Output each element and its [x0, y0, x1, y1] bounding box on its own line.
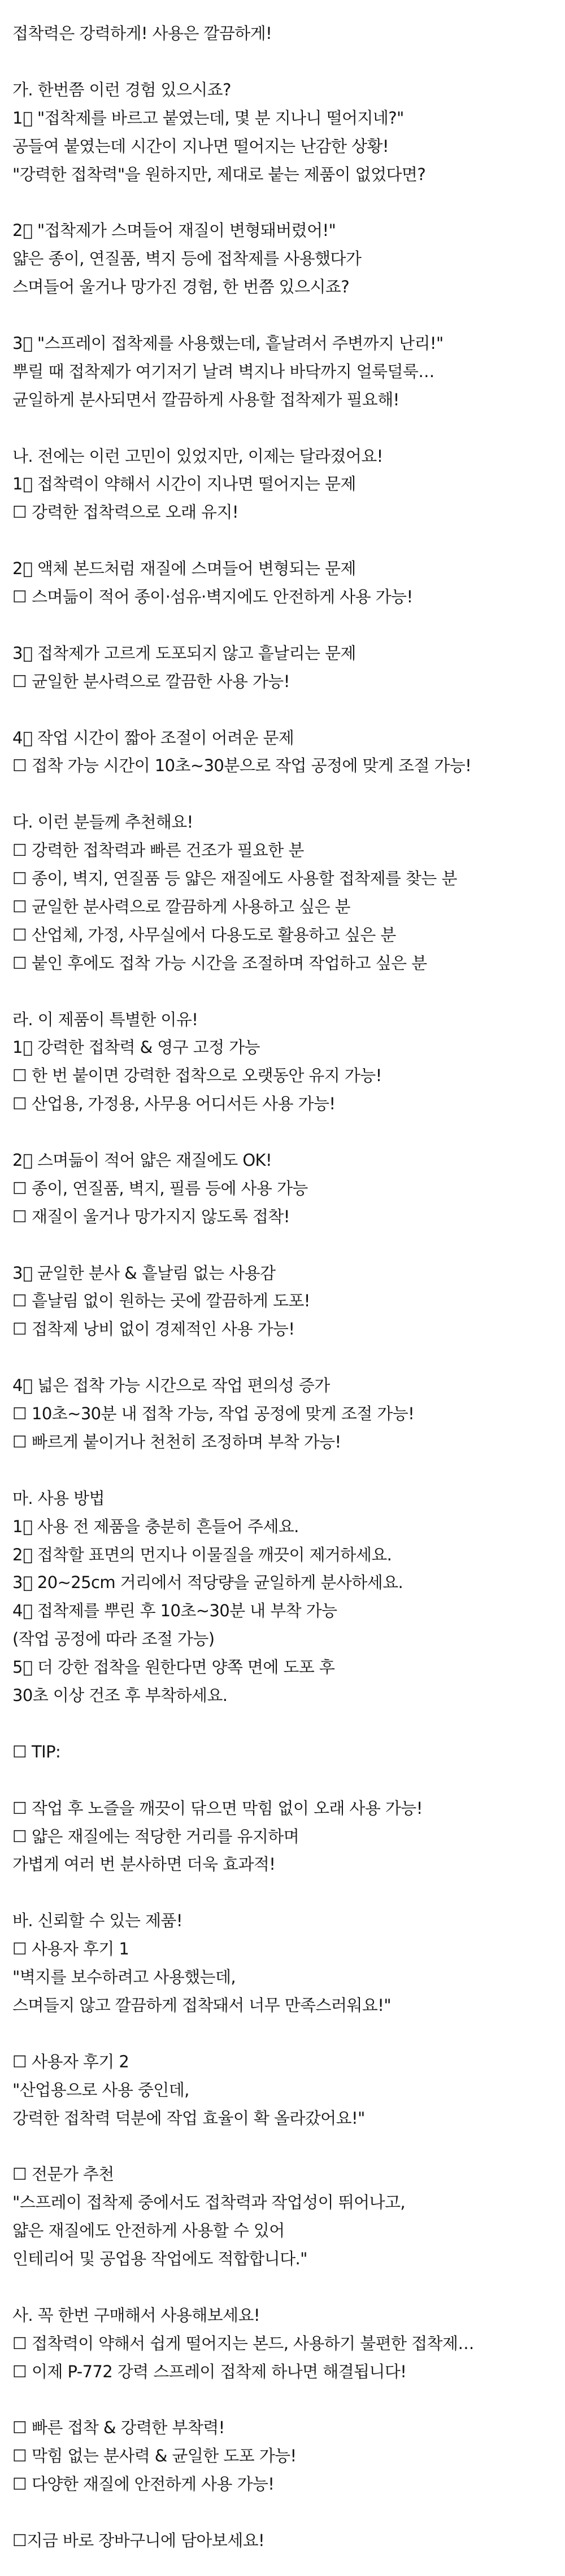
- document-line: 라. 이 제품이 특별한 이유!: [12, 1009, 198, 1029]
- document-line: ☐ 전문가 추천: [12, 2164, 114, 2184]
- document-line: ☐ 작업 후 노즐을 깨끗이 닦으면 막힘 없이 오래 사용 가능!: [12, 1798, 423, 1818]
- document-line: (작업 공정에 따라 조절 가능): [12, 1629, 215, 1649]
- document-line: 스며들어 울거나 망가진 경험, 한 번쯤 있으시죠?: [12, 277, 349, 297]
- document-line: "강력한 접착력"을 원하지만, 제대로 붙는 제품이 없었다면?: [12, 164, 426, 184]
- document-line: 2⃣ 접착할 표면의 먼지나 이물질을 깨끗이 제거하세요.: [12, 1545, 392, 1564]
- document-line: 강력한 접착력 덕분에 작업 효율이 확 올라갔어요!": [12, 2108, 365, 2128]
- document-line: ☐ 균일한 분사력으로 깔끔한 사용 가능!: [12, 671, 290, 691]
- document-line: 2⃣ 스며듦이 적어 얇은 재질에도 OK!: [12, 1151, 272, 1170]
- document-line: 접착력은 강력하게! 사용은 깔끔하게!: [12, 24, 272, 43]
- document-line: ☐ 빠른 접착 & 강력한 부착력!: [12, 2418, 225, 2438]
- document-line: ☐ 이제 P-772 강력 스프레이 접착제 하나면 해결됩니다!: [12, 2361, 407, 2381]
- document-line: ☐ 붙인 후에도 접착 가능 시간을 조절하며 작업하고 싶은 분: [12, 953, 427, 973]
- document-line: 2⃣ 액체 본드처럼 재질에 스며들어 변형되는 문제: [12, 559, 356, 579]
- document-line: 4⃣ 작업 시간이 짧아 조절이 어려운 문제: [12, 728, 294, 747]
- document-line: 균일하게 분사되면서 깔끔하게 사용할 접착제가 필요해!: [12, 390, 399, 409]
- document-line: 3⃣ 20~25cm 거리에서 적당량을 균일하게 분사하세요.: [12, 1573, 403, 1593]
- document-line: 1⃣ 강력한 접착력 & 영구 고정 가능: [12, 1038, 260, 1057]
- document-line: ☐ 빠르게 붙이거나 천천히 조정하며 부착 가능!: [12, 1432, 341, 1451]
- document-line: 30초 이상 건조 후 부착하세요.: [12, 1686, 228, 1705]
- document-line: 1⃣ "접착제를 바르고 붙였는데, 몇 분 지나니 떨어지네?": [12, 108, 404, 128]
- document-line: ☐ 접착제 낭비 없이 경제적인 사용 가능!: [12, 1319, 295, 1339]
- document-line: 1⃣ 사용 전 제품을 충분히 흔들어 주세요.: [12, 1516, 299, 1536]
- document-line: 1⃣ 접착력이 약해서 시간이 지나면 떨어지는 문제: [12, 474, 356, 494]
- document-line: 2⃣ "접착제가 스며들어 재질이 변형돼버렸어!": [12, 221, 336, 240]
- document-line: 가. 한번쯤 이런 경험 있으시죠?: [12, 80, 231, 99]
- document-line: 사. 꼭 한번 구매해서 사용해보세요!: [12, 2305, 260, 2325]
- document-line: ☐ 재질이 울거나 망가지지 않도록 접착!: [12, 1206, 290, 1226]
- document-line: ☐ 10초~30분 내 접착 가능, 작업 공정에 맞게 조절 가능!: [12, 1404, 415, 1423]
- document-line: 공들여 붙였는데 시간이 지나면 떨어지는 난감한 상황!: [12, 136, 389, 156]
- document-line: ☐ 접착력이 약해서 쉽게 떨어지는 본드, 사용하기 불편한 접착제…: [12, 2333, 474, 2353]
- document-line: 나. 전에는 이런 고민이 있었지만, 이제는 달라졌어요!: [12, 446, 383, 466]
- document-line: 3⃣ 접착제가 고르게 도포되지 않고 흩날리는 문제: [12, 643, 356, 663]
- document-line: 가볍게 여러 번 분사하면 더욱 효과적!: [12, 1855, 276, 1874]
- document-line: ☐지금 바로 장바구니에 담아보세요!: [12, 2531, 265, 2550]
- document-line: ☐ 강력한 접착력과 빠른 건조가 필요한 분: [12, 841, 304, 860]
- document-line: 다. 이런 분들께 추천해요!: [12, 812, 193, 832]
- document-line: ☐ 종이, 연질품, 벽지, 필름 등에 사용 가능: [12, 1178, 308, 1198]
- document-line: 5⃣ 더 강한 접착을 원한다면 양쪽 면에 도포 후: [12, 1657, 335, 1677]
- document-line: ☐ 산업용, 가정용, 사무용 어디서든 사용 가능!: [12, 1094, 336, 1114]
- document-line: ☐ 종이, 벽지, 연질품 등 얇은 재질에도 사용할 접착제를 찾는 분: [12, 869, 457, 888]
- document-line: 3⃣ "스프레이 접착제를 사용했는데, 흩날려서 주변까지 난리!": [12, 333, 444, 353]
- document-line: ☐ 흩날림 없이 원하는 곳에 깔끔하게 도포!: [12, 1291, 310, 1311]
- document-line: ☐ 산업체, 가정, 사무실에서 다용도로 활용하고 싶은 분: [12, 925, 396, 944]
- document-line: ☐ 막힘 없는 분사력 & 균일한 도포 가능!: [12, 2446, 297, 2466]
- document-line: ☐ 강력한 접착력으로 오래 유지!: [12, 502, 238, 522]
- document-line: ☐ 균일한 분사력으로 깔끔하게 사용하고 싶은 분: [12, 896, 350, 916]
- document-line: 3⃣ 균일한 분사 & 흩날림 없는 사용감: [12, 1263, 276, 1283]
- document-line: ☐ TIP:: [12, 1742, 61, 1761]
- document-line: "벽지를 보수하려고 사용했는데,: [12, 1967, 236, 1987]
- document-line: ☐ 스며듦이 적어 종이·섬유·벽지에도 안전하게 사용 가능!: [12, 587, 413, 606]
- document-line: "스프레이 접착제 중에서도 접착력과 작업성이 뛰어나고,: [12, 2193, 405, 2212]
- document-line: ☐ 다양한 재질에 안전하게 사용 가능!: [12, 2474, 275, 2494]
- document-line: 마. 사용 방법: [12, 1488, 105, 1508]
- document-line: 바. 신뢰할 수 있는 제품!: [12, 1911, 182, 1931]
- document-line: ☐ 한 번 붙이면 강력한 접착으로 오랫동안 유지 가능!: [12, 1066, 382, 1086]
- document-line: 인테리어 및 공업용 작업에도 적합합니다.": [12, 2249, 307, 2268]
- document-line: "산업용으로 사용 중인데,: [12, 2080, 189, 2100]
- document-line: 얇은 종이, 연질품, 벽지 등에 접착제를 사용했다가: [12, 249, 362, 269]
- document-line: ☐ 접착 가능 시간이 10초~30분으로 작업 공정에 맞게 조절 가능!: [12, 756, 472, 776]
- document-line: 4⃣ 접착제를 뿌린 후 10초~30분 내 부착 가능: [12, 1601, 337, 1621]
- document-line: 얇은 재질에도 안전하게 사용할 수 있어: [12, 2221, 285, 2241]
- document-line: 4⃣ 넓은 접착 가능 시간으로 작업 편의성 증가: [12, 1376, 330, 1396]
- document-line: 뿌릴 때 접착제가 여기저기 날려 벽지나 바닥까지 얼룩덜룩…: [12, 361, 434, 381]
- document-line: ☐ 얇은 재질에는 적당한 거리를 유지하며: [12, 1826, 299, 1846]
- document-line: 스며들지 않고 깔끔하게 접착돼서 너무 만족스러워요!": [12, 1995, 391, 2015]
- document-line: ☐ 사용자 후기 2: [12, 2052, 129, 2071]
- document-line: ☐ 사용자 후기 1: [12, 1939, 129, 1959]
